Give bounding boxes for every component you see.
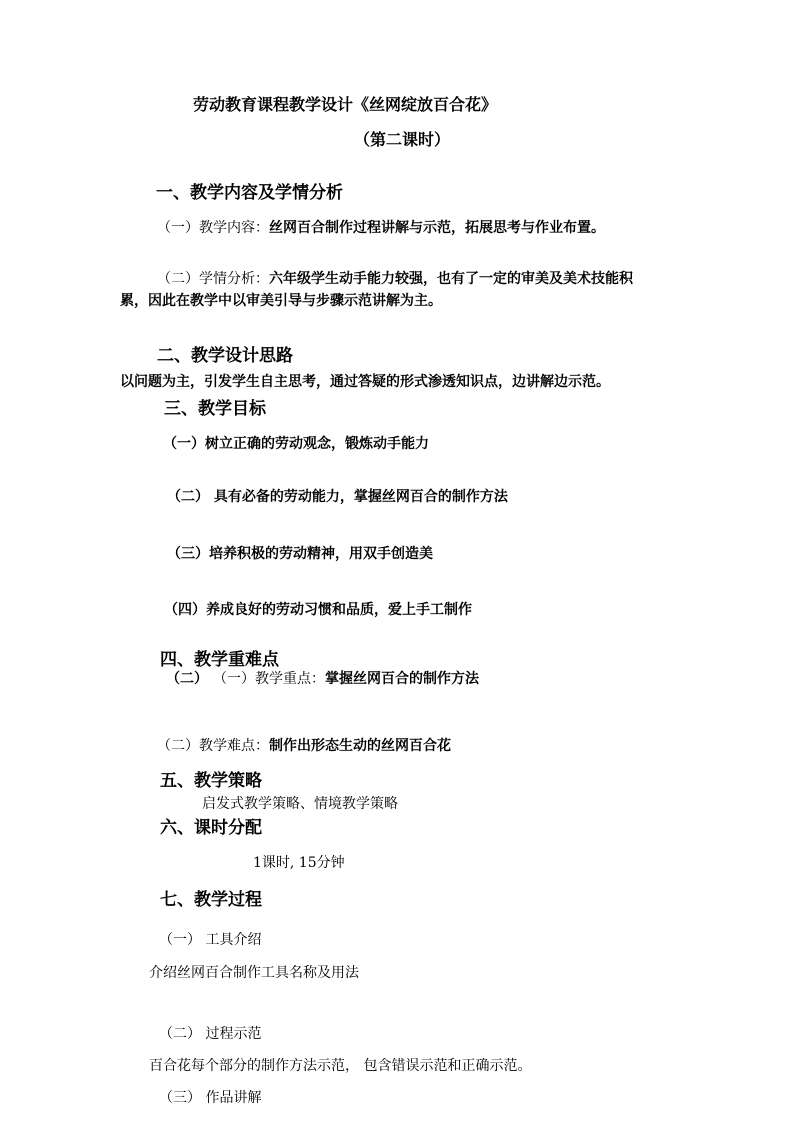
item-text: 六年级学生动手能力较强，也有了一定的审美及美术技能积 (269, 271, 633, 287)
section-6-heading: 六、课时分配 (160, 818, 262, 838)
document-title: 劳动教育课程教学设计《丝网绽放百合花》 (193, 95, 498, 114)
section-6-text: 1课时, 15分钟 (253, 855, 345, 871)
item-label: （一）教学内容： (157, 220, 269, 236)
section-2-heading: 二、教学设计思路 (157, 346, 293, 366)
goal-item: （三）培养积极的劳动精神，用双手创造美 (167, 546, 433, 562)
goal-item: （二） 具有必备的劳动能力，掌握丝网百合的制作方法 (167, 489, 508, 505)
goal-item: （四）养成良好的劳动习惯和品质，爱上手工制作 (164, 602, 472, 618)
process-2-label: （二） 过程示范 (159, 1026, 262, 1042)
item-text: 制作出形态生动的丝网百合花 (269, 738, 451, 754)
item-text: 掌握丝网百合的制作方法 (325, 671, 479, 687)
section-5-text: 启发式教学策略、情境教学策略 (202, 796, 398, 812)
process-2-text: 百合花每个部分的制作方法示范， 包含错误示范和正确示范。 (149, 1058, 532, 1074)
difficulty-line (157, 738, 451, 755)
section-1-item-content (157, 220, 605, 237)
item-label: （一）教学重点： (220, 671, 325, 687)
section-2-text: 以问题为主，引发学生自主思考，通过答疑的形式渗透知识点，边讲解边示范。 (120, 374, 610, 390)
item-prefix: （二） (166, 671, 208, 687)
item-label: （二）教学难点： (157, 738, 269, 754)
section-1-item-analysis (157, 271, 633, 288)
goal-item: （一）树立正确的劳动观念，锻炼动手能力 (163, 436, 429, 452)
section-4-heading: 四、教学重难点 (160, 650, 279, 670)
key-point-line (166, 671, 479, 688)
document-subtitle: （第二课时） (354, 130, 451, 149)
process-3-label: （三） 作品讲解 (159, 1090, 262, 1106)
process-1-label: （一） 工具介绍 (159, 932, 262, 948)
item-label: （二）学情分析： (157, 271, 269, 287)
process-1-text: 介绍丝网百合制作工具名称及用法 (149, 965, 359, 981)
section-1-item-analysis-cont: 累，因此在教学中以审美引导与步骤示范讲解为主。 (120, 293, 442, 309)
section-7-heading: 七、教学过程 (160, 890, 262, 910)
item-text: 丝网百合制作过程讲解与示范，拓展思考与作业布置。 (269, 220, 605, 236)
section-3-heading: 三、教学目标 (164, 399, 266, 419)
section-5-heading: 五、教学策略 (160, 771, 262, 791)
section-1-heading: 一、教学内容及学情分析 (156, 183, 343, 203)
